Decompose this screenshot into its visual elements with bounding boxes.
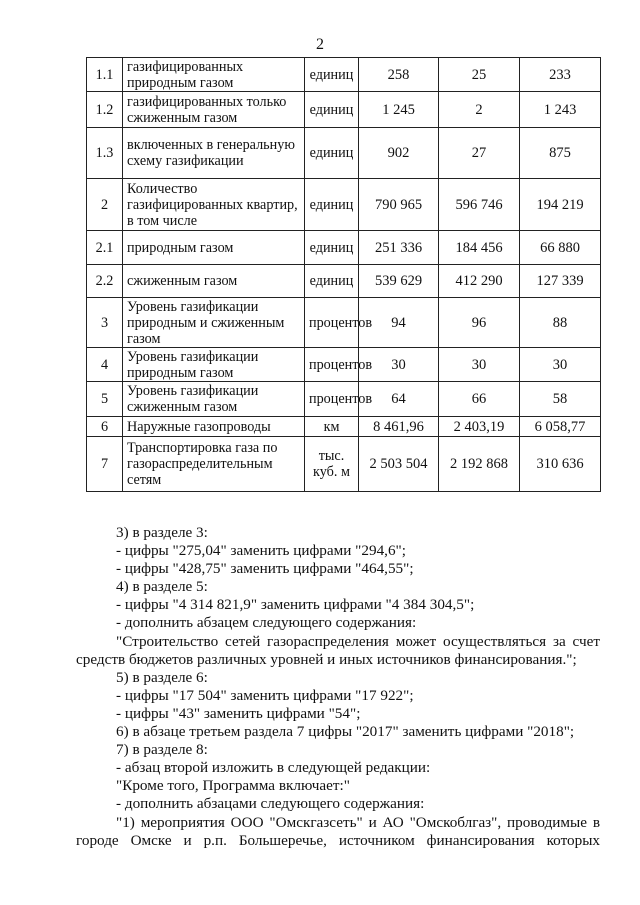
row-value-1: 8 461,96 bbox=[359, 417, 439, 437]
row-unit: единиц bbox=[305, 58, 359, 92]
row-number: 1.2 bbox=[87, 92, 123, 128]
table-row bbox=[87, 265, 601, 298]
table-row bbox=[87, 58, 601, 92]
text-line: - цифры "275,04" заменить цифрами "294,6"; bbox=[116, 542, 406, 560]
row-value-2: 596 746 bbox=[439, 179, 520, 231]
text-line: - цифры "4 314 821,9" заменить цифрами "4 384 304,5"; bbox=[116, 596, 475, 614]
table-row bbox=[87, 92, 601, 128]
table-row bbox=[87, 437, 601, 492]
row-value-1: 94 bbox=[359, 298, 439, 348]
row-indicator: газифицированных только сжиженным газом bbox=[123, 92, 305, 128]
row-number: 2.1 bbox=[87, 231, 123, 265]
text-line: 6) в абзаце третьем раздела 7 цифры "2017" заменить цифрами "2018"; bbox=[116, 723, 575, 741]
row-value-1: 251 336 bbox=[359, 231, 439, 265]
row-unit: тыс. куб. м bbox=[305, 437, 359, 492]
row-indicator: сжиженным газом bbox=[123, 265, 305, 298]
row-value-1: 2 503 504 bbox=[359, 437, 439, 492]
row-value-3: 1 243 bbox=[520, 92, 601, 128]
table-row bbox=[87, 298, 601, 348]
row-number: 5 bbox=[87, 382, 123, 417]
row-value-1: 790 965 bbox=[359, 179, 439, 231]
row-value-3: 6 058,77 bbox=[520, 417, 601, 437]
text-line: 7) в разделе 8: bbox=[116, 741, 208, 759]
table-row bbox=[87, 382, 601, 417]
table-row bbox=[87, 231, 601, 265]
text-line: городе Омске и р.п. Большеречье, источником финансирования которых bbox=[76, 831, 600, 849]
row-number: 6 bbox=[87, 417, 123, 437]
row-value-3: 58 bbox=[520, 382, 601, 417]
row-indicator: Наружные газопроводы bbox=[123, 417, 305, 437]
row-value-3: 30 bbox=[520, 348, 601, 382]
amendments-text bbox=[76, 524, 600, 850]
table-row bbox=[87, 128, 601, 179]
row-number: 3 bbox=[87, 298, 123, 348]
text-line: 5) в разделе 6: bbox=[116, 668, 208, 686]
row-unit: процентов bbox=[305, 382, 359, 417]
row-unit: единиц bbox=[305, 92, 359, 128]
row-unit: процентов bbox=[305, 298, 359, 348]
row-number: 2.2 bbox=[87, 265, 123, 298]
text-line: "Кроме того, Программа включает:" bbox=[116, 777, 350, 795]
table-row bbox=[87, 417, 601, 437]
gasification-table bbox=[86, 57, 601, 492]
row-indicator: Уровень газификации природным и сжиженным газом bbox=[123, 298, 305, 348]
text-line: - абзац второй изложить в следующей редакции: bbox=[116, 759, 431, 777]
row-value-1: 539 629 bbox=[359, 265, 439, 298]
row-number: 2 bbox=[87, 179, 123, 231]
row-unit: км bbox=[305, 417, 359, 437]
row-unit: единиц bbox=[305, 128, 359, 179]
row-value-1: 902 bbox=[359, 128, 439, 179]
table-row bbox=[87, 348, 601, 382]
text-line: - цифры "17 504" заменить цифрами "17 922"; bbox=[116, 686, 414, 704]
row-value-2: 27 bbox=[439, 128, 520, 179]
row-value-2: 66 bbox=[439, 382, 520, 417]
row-value-1: 258 bbox=[359, 58, 439, 92]
row-unit: процентов bbox=[305, 348, 359, 382]
row-value-2: 412 290 bbox=[439, 265, 520, 298]
row-value-2: 2 192 868 bbox=[439, 437, 520, 492]
row-value-3: 88 bbox=[520, 298, 601, 348]
text-line: - цифры "428,75" заменить цифрами "464,55"; bbox=[116, 560, 414, 578]
text-line: - дополнить абзацами следующего содержания: bbox=[116, 795, 425, 813]
row-number: 1.1 bbox=[87, 58, 123, 92]
row-indicator: природным газом bbox=[123, 231, 305, 265]
text-line: - цифры "43" заменить цифрами "54"; bbox=[116, 704, 361, 722]
row-value-2: 2 403,19 bbox=[439, 417, 520, 437]
row-value-2: 184 456 bbox=[439, 231, 520, 265]
row-value-1: 1 245 bbox=[359, 92, 439, 128]
text-line: - дополнить абзацем следующего содержания: bbox=[116, 614, 417, 632]
row-value-2: 96 bbox=[439, 298, 520, 348]
row-value-2: 30 bbox=[439, 348, 520, 382]
table-row bbox=[87, 179, 601, 231]
row-value-1: 64 bbox=[359, 382, 439, 417]
row-indicator: Транспортировка газа по газораспределительным сетям bbox=[123, 437, 305, 492]
row-indicator: Уровень газификации сжиженным газом bbox=[123, 382, 305, 417]
row-value-3: 194 219 bbox=[520, 179, 601, 231]
row-value-3: 233 bbox=[520, 58, 601, 92]
row-unit: единиц bbox=[305, 265, 359, 298]
row-value-1: 30 bbox=[359, 348, 439, 382]
row-value-2: 2 bbox=[439, 92, 520, 128]
row-indicator: Уровень газификации природным газом bbox=[123, 348, 305, 382]
text-line: 4) в разделе 5: bbox=[116, 578, 208, 596]
row-unit: единиц bbox=[305, 179, 359, 231]
row-indicator: Количество газифицированных квартир, в том числе bbox=[123, 179, 305, 231]
row-indicator: газифицированных природным газом bbox=[123, 58, 305, 92]
row-unit: единиц bbox=[305, 231, 359, 265]
row-number: 7 bbox=[87, 437, 123, 492]
text-line: "1) мероприятия ООО "Омскгазсеть" и АО "Омскоблгаз", проводимые в bbox=[116, 813, 600, 831]
text-line: средств бюджетов различных уровней и иных источников финансирования."; bbox=[76, 650, 577, 668]
row-number: 4 bbox=[87, 348, 123, 382]
row-number: 1.3 bbox=[87, 128, 123, 179]
page-number: 2 bbox=[316, 36, 324, 53]
row-value-3: 127 339 bbox=[520, 265, 601, 298]
row-indicator: включенных в генеральную схему газификации bbox=[123, 128, 305, 179]
text-line: "Строительство сетей газораспределения может осуществляться за счет bbox=[116, 632, 600, 650]
row-value-3: 310 636 bbox=[520, 437, 601, 492]
row-value-3: 66 880 bbox=[520, 231, 601, 265]
text-line: 3) в разделе 3: bbox=[116, 524, 208, 541]
row-value-2: 25 bbox=[439, 58, 520, 92]
row-value-3: 875 bbox=[520, 128, 601, 179]
